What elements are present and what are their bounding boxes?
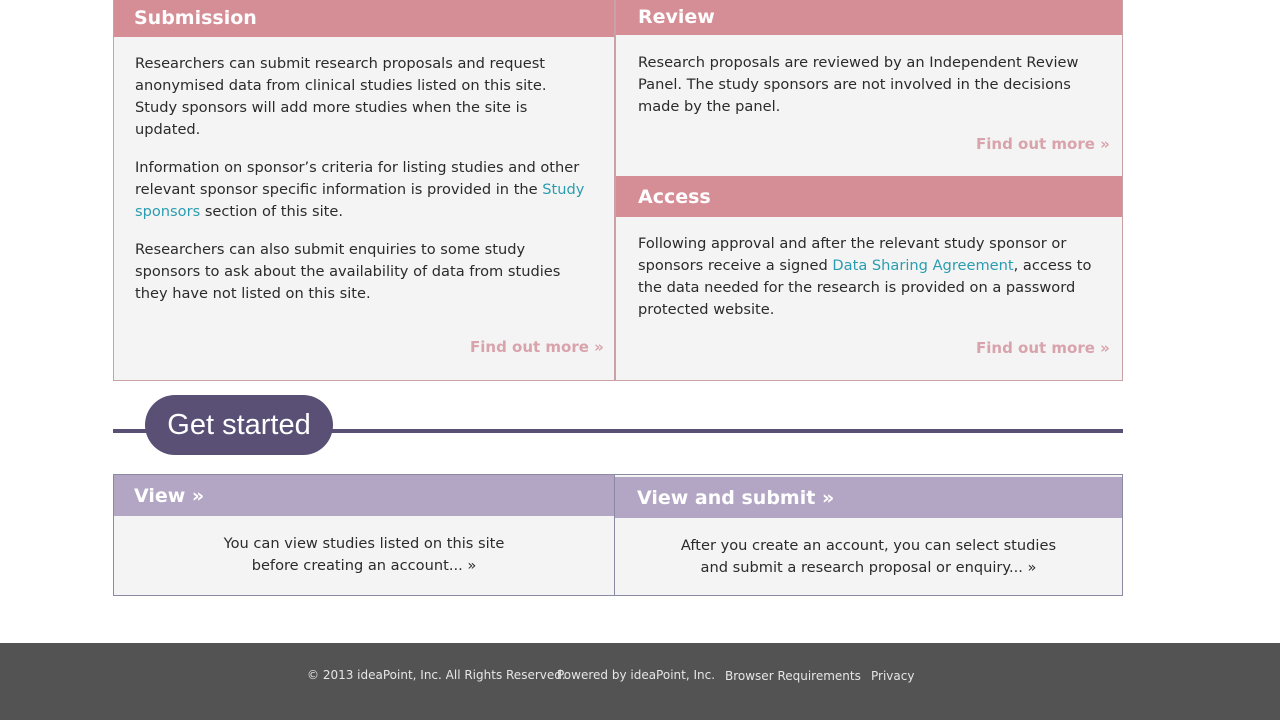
review-find-out-more-link[interactable]: Find out more »	[976, 135, 1110, 153]
submission-paragraph-1: Researchers can submit research proposals and request anonymised data from clinical studies listed on this site. Study sponsors will add more studies when the site is updated.	[135, 55, 547, 138]
review-paragraph: Research proposals are reviewed by an Independent Review Panel. The study sponsors are not involved in the decisions made by the panel.	[638, 54, 1079, 115]
get-started-badge: Get started	[145, 395, 333, 455]
view-and-submit-description-link[interactable]: After you create an account, you can select studies and submit a research proposal or enquiry... »	[680, 537, 1057, 576]
view-header-link[interactable]	[114, 475, 614, 516]
submission-header	[114, 0, 614, 37]
submission-title: Submission	[134, 7, 257, 29]
footer-powered-by-link[interactable]: Powered by ideaPoint, Inc.	[557, 668, 716, 682]
study-sponsors-link[interactable]: Study sponsors	[135, 181, 585, 220]
review-title: Review	[638, 6, 715, 28]
footer-copyright: © 2013 ideaPoint, Inc. All Rights Reserved.	[307, 668, 566, 682]
submission-body	[135, 53, 590, 321]
data-sharing-agreement-link[interactable]: Data Sharing Agreement	[832, 257, 1014, 274]
access-title: Access	[638, 186, 711, 208]
footer	[0, 643, 1280, 720]
view-description-link[interactable]: You can view studies listed on this site before creating an account... »	[223, 535, 505, 574]
submission-paragraph-2: Information on sponsor’s criteria for listing studies and other relevant sponsor specific information is provided in the Study sponsors section of this site.	[135, 159, 585, 220]
submission-find-out-more-link[interactable]: Find out more »	[470, 338, 604, 356]
view-and-submit-header-link[interactable]	[615, 477, 1122, 518]
submission-paragraph-3: Researchers can also submit enquiries to some study sponsors to ask about the availability of data from studies they have not listed on this site.	[135, 241, 561, 302]
view-and-submit-title: View and submit »	[637, 487, 835, 509]
footer-privacy-link[interactable]: Privacy	[871, 669, 915, 683]
access-body	[638, 233, 1098, 337]
access-header	[616, 176, 1122, 217]
review-body	[638, 52, 1098, 134]
access-find-out-more-link[interactable]: Find out more »	[976, 339, 1110, 357]
footer-browser-requirements-link[interactable]: Browser Requirements	[725, 669, 861, 683]
view-title: View »	[134, 485, 205, 507]
access-paragraph: Following approval and after the relevant study sponsor or sponsors receive a signed Data Sharing Agreement, access to the data needed for the research is provided on a password protected website.	[638, 235, 1092, 318]
review-header	[616, 0, 1122, 35]
